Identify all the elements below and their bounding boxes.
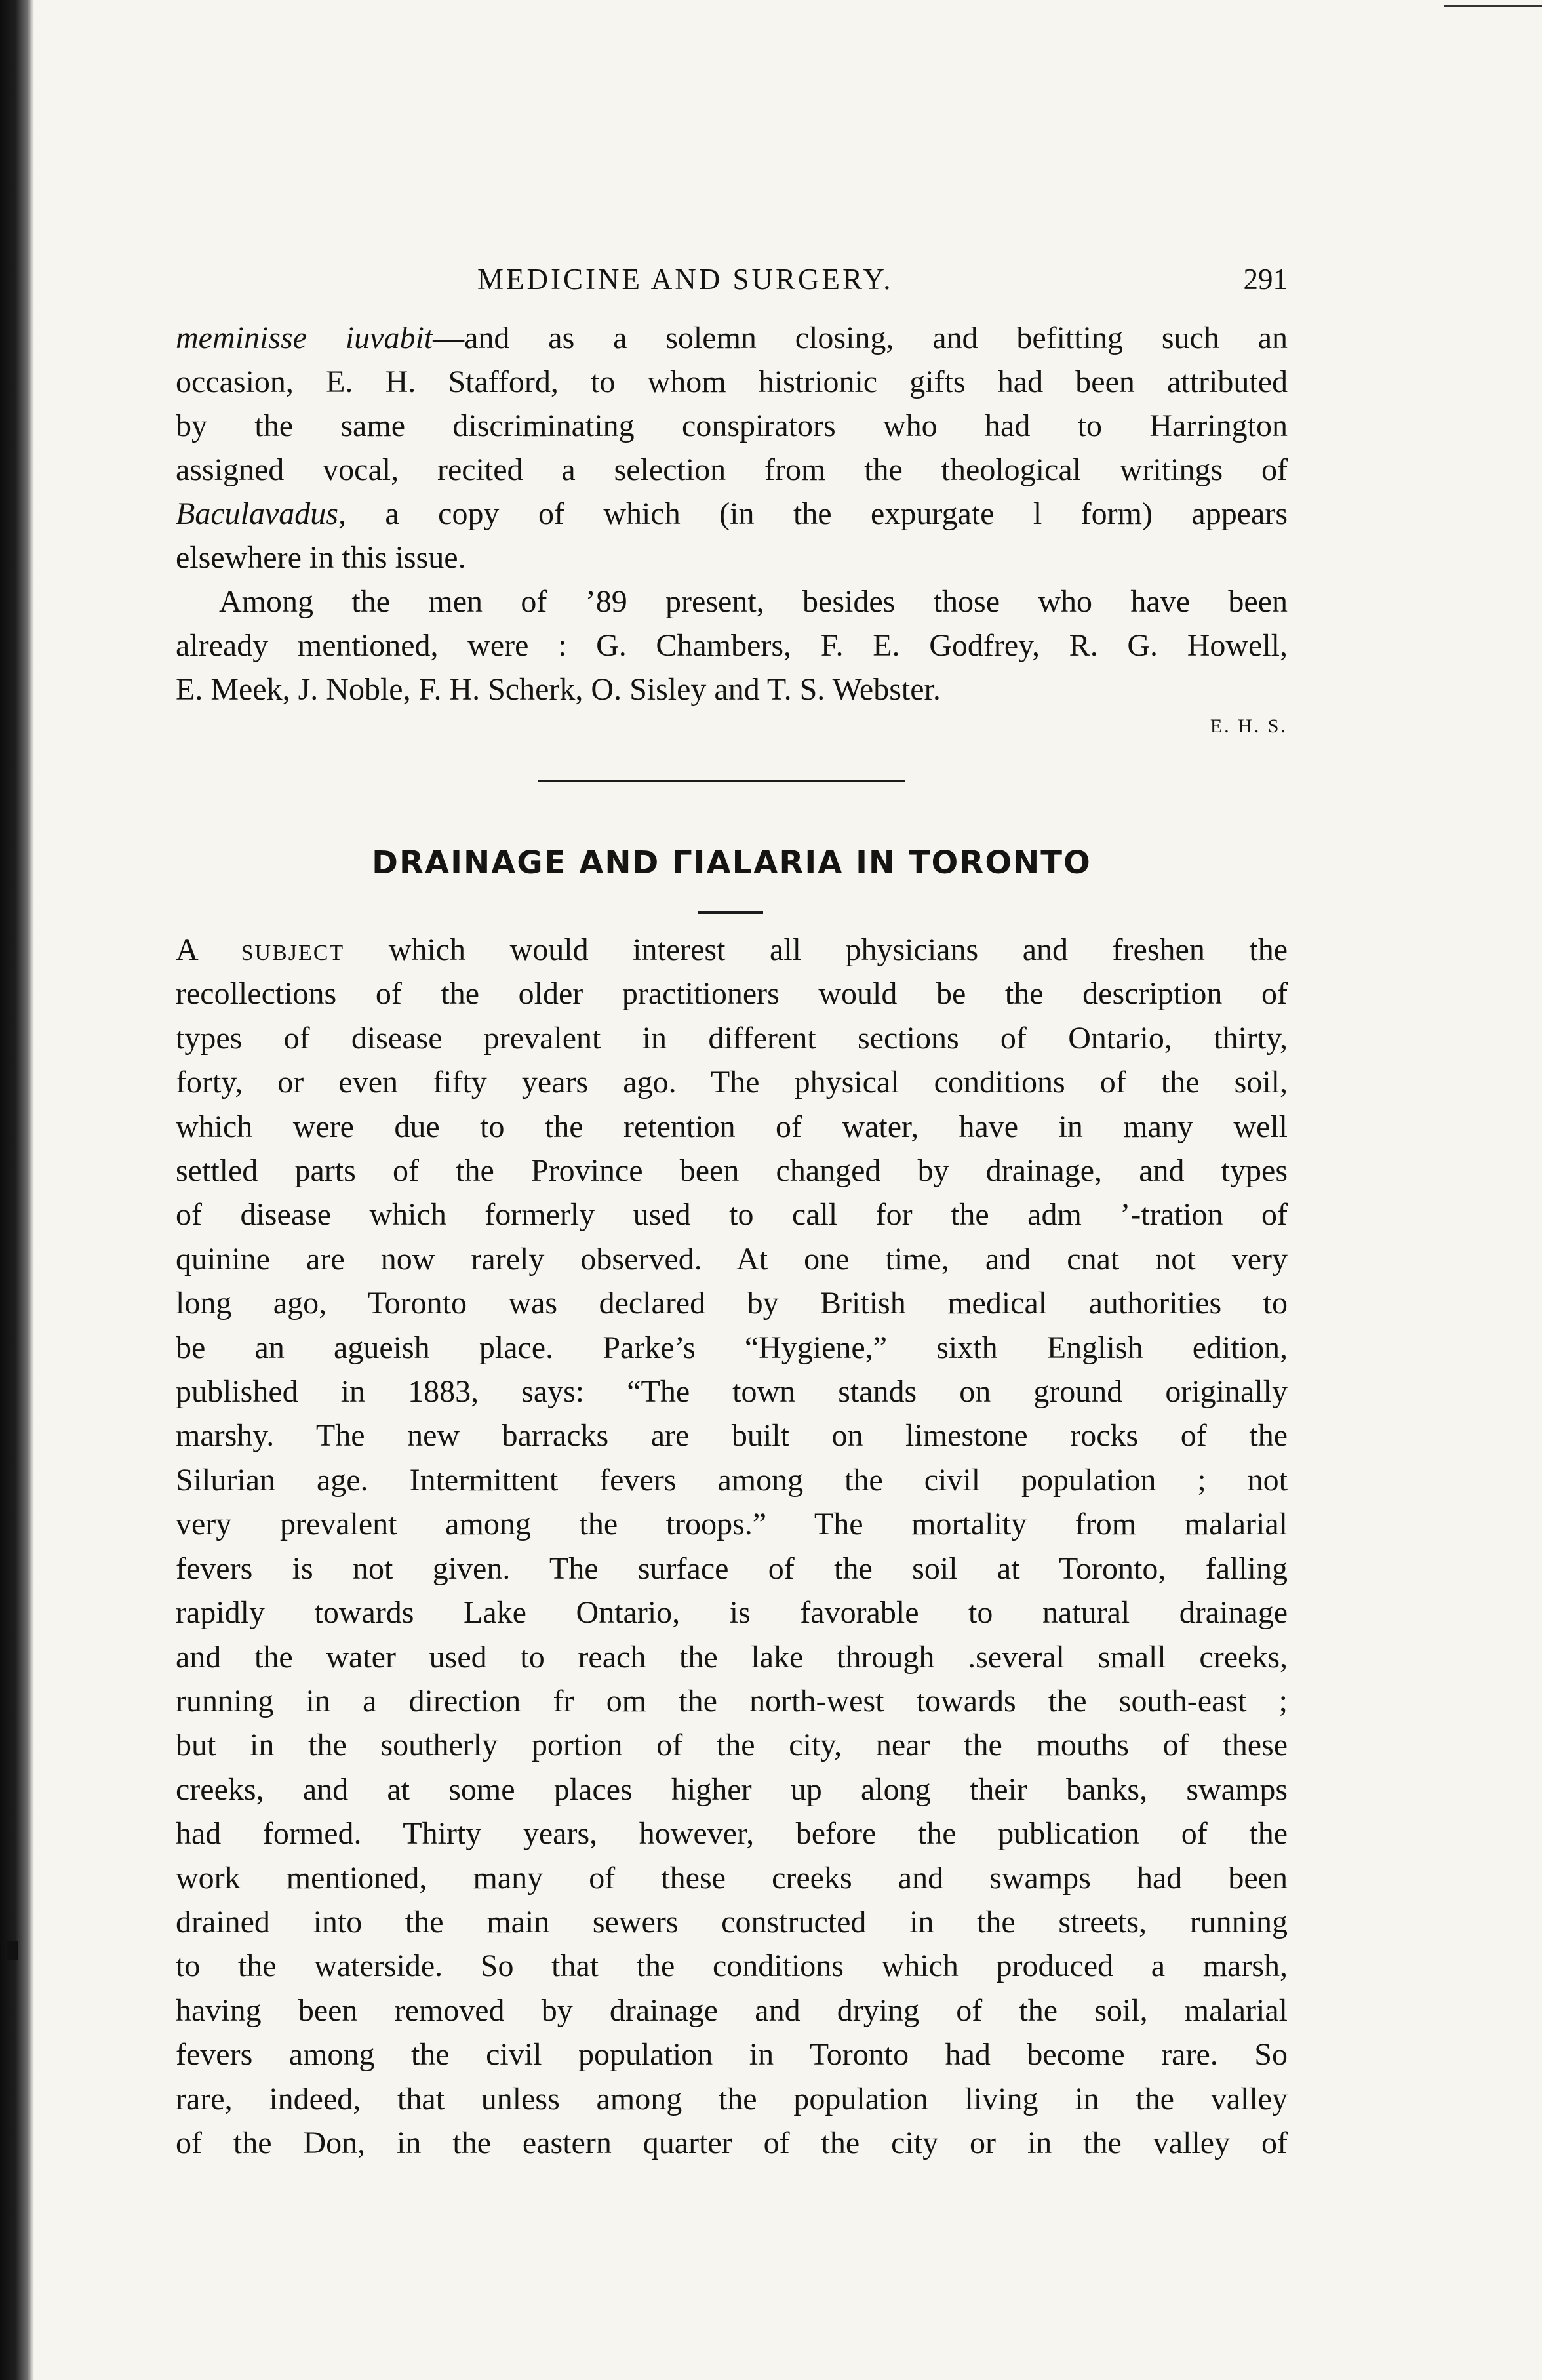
heading-rule [698,911,763,914]
text-line: and the water used to reach the lake through .several small creeks, [176,1639,1288,1675]
section-heading: DRAINAGE AND ΓIALARIA IN TORONTO [372,844,1092,881]
opening-word: subject [241,932,345,967]
text-line: fevers is not given. The surface of the soil at Toronto, falling [176,1551,1288,1586]
opening-letter: A [176,932,197,967]
running-title: MEDICINE AND SURGERY. [477,263,894,296]
text-line: had formed. Thirty years, however, before the publication of the [176,1816,1288,1852]
text-line: Silurian age. Intermittent fevers among the civil population ; not [176,1462,1288,1497]
latin-phrase: meminisse iuvabit [176,321,433,355]
text-line: rare, indeed, that unless among the population living in the valley [176,2081,1288,2116]
text-line: marshy. The new barracks are built on limestone rocks of the [176,1418,1288,1454]
text-line: published in 1883, says: “The town stands on ground originally [176,1374,1288,1410]
line-text: a copy of which (in the expurgate l form) appears [346,496,1288,531]
text-line: by the same discriminating conspirators who had to Harrington [176,408,1288,443]
text-line: having been removed by drainage and drying of the soil, malarial [176,1993,1288,2028]
margin-ink-mark [7,1941,18,1960]
text-line: of the Don, in the eastern quarter of the city or in the valley of [176,2125,1288,2160]
section-divider [538,780,905,782]
text-line: drained into the main sewers constructed in the streets, running [176,1904,1288,1939]
members-paragraph [176,580,1288,711]
text-line: of disease which formerly used to call for the adm ’‑tration of [176,1197,1288,1233]
text-line: running in a direction fr om the north-west towards the south-east ; [176,1683,1288,1718]
text-line [176,316,1288,360]
page-number: 291 [1243,263,1288,296]
text-line: Among the men of ’89 present, besides those who have been [219,584,1288,619]
text-line: types of disease prevalent in different sections of Ontario, thirty, [176,1020,1288,1056]
running-head [176,262,1288,309]
book-page [176,262,1288,742]
author-initials: E. H. S. [1210,715,1288,737]
text-line: recollections of the older practitioners would be the description of [176,976,1288,1012]
text-line: quinine are now rarely observed. At one time, and cnat not very [176,1241,1288,1277]
text-line: occasion, E. H. Stafford, to whom histrionic gifts had been attributed [176,365,1288,399]
book-title: Baculavadus, [176,496,346,531]
text-line: fevers among the civil population in Toronto had become rare. So [176,2037,1288,2073]
text-line: but in the southerly portion of the city, near the mouths of these [176,1728,1288,1763]
scan-artifact-line [1444,5,1542,7]
text-line: elsewhere in this issue. [176,540,466,575]
text-line: already mentioned, were : G. Chambers, F. E. Godfrey, R. G. Howell, [176,628,1288,663]
text-line: be an agueish place. Parke’s “Hygiene,” sixth English edition, [176,1330,1288,1365]
text-line [176,492,1288,536]
text-line [176,928,1288,972]
text-line: E. Meek, J. Noble, F. H. Scherk, O. Sisley and T. S. Webster. [176,672,941,707]
line-text: which would interest all physicians and freshen the [344,932,1288,967]
text-line: very prevalent among the troops.” The mortality from malarial [176,1507,1288,1542]
text-line: work mentioned, many of these creeks and swamps had been [176,1860,1288,1895]
text-line: forty, or even fifty years ago. The physical conditions of the soil, [176,1065,1288,1100]
scanned-page-edge [0,0,34,2380]
article-body [176,928,1288,2165]
text-line: which were due to the retention of water, have in many well [176,1109,1288,1144]
text-line: settled parts of the Province been changed by drainage, and types [176,1153,1288,1189]
text-line: long ago, Toronto was declared by British medical authorities to [176,1286,1288,1321]
text-line: assigned vocal, recited a selection from the theological writings of [176,452,1288,487]
text-line: creeks, and at some places higher up along their banks, swamps [176,1772,1288,1807]
text-line: rapidly towards Lake Ontario, is favorable to natural drainage [176,1595,1288,1631]
closing-paragraph [176,316,1288,580]
line-text: —and as a solemn closing, and befitting such an [433,321,1288,355]
article-paragraph [176,928,1288,2165]
text-line: to the waterside. So that the conditions which produced a marsh, [176,1949,1288,1984]
